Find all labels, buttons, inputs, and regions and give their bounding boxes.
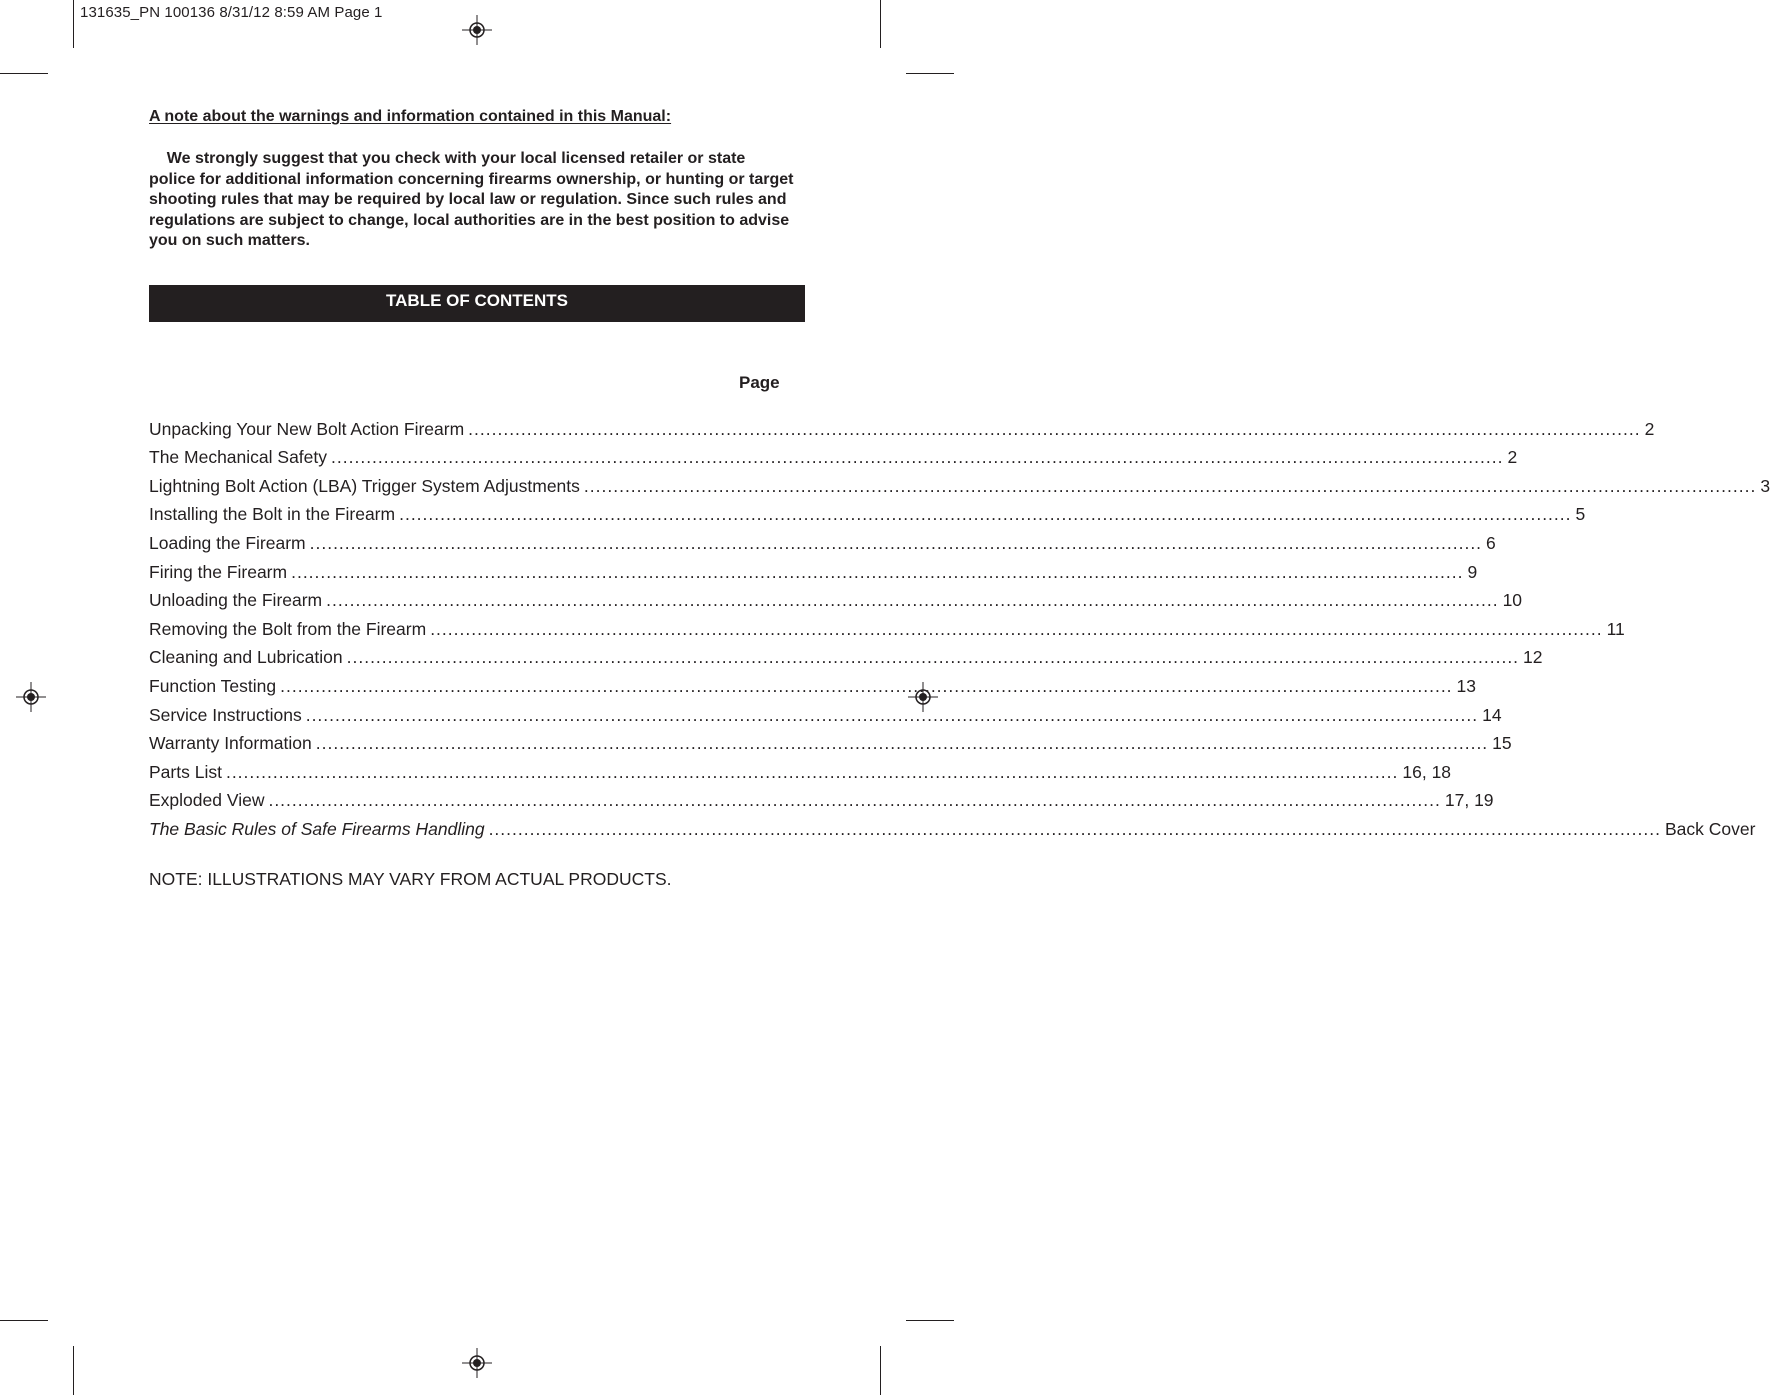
toc-entry [149,468,1770,497]
crop-mark-top-left-horizontal [0,73,48,74]
registration-mark-left-icon [16,682,46,712]
toc-leader-dots: ........................................................................................................................................................................................................ [346,647,1520,668]
note-body [149,149,794,252]
toc-entry [149,668,1477,697]
toc-entry-page: 16, 18 [1402,761,1452,782]
toc-entry-title: Cleaning and Lubrication [149,647,343,668]
toc-leader-dots: ........................................................................................................................................................................................................ [268,790,1441,811]
print-slug-line: 131635_PN 100136 8/31/12 8:59 AM Page 1 [80,4,383,21]
note-body-text: We strongly suggest that you check with your local licensed retailer or state police for additional information concerning firearms ownership, or hunting or target shooting rules that may be required by local law or regulation. Since such rules and regulations are subject to change, local authorities are in the best position to advise you on such matters. [149,150,794,249]
crop-mark-bottom-left-horizontal [0,1320,48,1321]
toc-entry-title: Removing the Bolt from the Firearm [149,618,427,639]
toc-entry [149,754,1452,783]
toc-entry-title: The Mechanical Safety [149,447,328,468]
illustrations-note: NOTE: ILLUSTRATIONS MAY VARY FROM ACTUAL PRODUCTS. [149,869,672,889]
registration-mark-top-icon [462,15,492,45]
toc-entry [149,440,1518,469]
toc-entry-page: 2 [1507,447,1518,468]
toc-entry [149,583,1523,612]
registration-mark-bottom-icon [462,1348,492,1378]
toc-entry [149,611,1625,640]
toc-entry [149,640,1543,669]
toc-entry-page: 12 [1523,647,1543,668]
toc-entry [149,525,1496,554]
toc-entry-title: Loading the Firearm [149,532,306,553]
toc-leader-dots: ........................................................................................................................................................................................................ [399,504,1572,525]
toc-leader-dots: ........................................................................................................................................................................................................ [309,532,1483,553]
toc-leader-dots: ........................................................................................................................................................................................................ [280,675,1453,696]
toc-leader-dots: ........................................................................................................................................................................................................ [326,590,1499,611]
toc-entry-page: 11 [1606,618,1625,639]
toc-entry-title: Service Instructions [149,704,302,725]
toc-entry-title: Parts List [149,761,222,782]
toc-leader-dots: ........................................................................................................................................................................................................ [291,561,1464,582]
toc-banner: TABLE OF CONTENTS [149,285,805,322]
toc-entry-page: 3 [1760,475,1770,496]
toc-leader-dots: ........................................................................................................................................................................................................ [430,618,1603,639]
toc-entry [149,411,1655,440]
toc-entry-page: 5 [1575,504,1586,525]
toc-entry-title: Installing the Bolt in the Firearm [149,504,396,525]
crop-mark-bottom-left-vertical [73,1346,74,1395]
crop-mark-bottom-right-horizontal [906,1320,954,1321]
toc-list [149,411,1770,840]
toc-leader-dots: ........................................................................................................................................................................................................ [583,475,1757,496]
toc-entry-page: 2 [1644,418,1655,439]
toc-entry-title: The Basic Rules of Safe Firearms Handling [149,818,485,839]
toc-entry [149,497,1586,526]
crop-mark-top-right-vertical [880,0,881,48]
toc-entry-page: 14 [1482,704,1502,725]
toc-entry-page: 6 [1486,532,1496,553]
crop-mark-top-right-horizontal [906,73,954,74]
toc-entry-page: 17, 19 [1444,790,1494,811]
toc-entry-title: Exploded View [149,790,265,811]
toc-entry [149,697,1502,726]
toc-entry-title: Function Testing [149,675,277,696]
toc-entry-page: Back Cover [1664,818,1756,839]
toc-entry-title: Unpacking Your New Bolt Action Firearm [149,418,465,439]
toc-entry [149,783,1494,812]
toc-leader-dots: ........................................................................................................................................................................................................ [331,447,1504,468]
toc-page-column-heading: Page [739,373,780,392]
toc-entry [149,726,1512,755]
toc-leader-dots: ........................................................................................................................................................................................................ [488,818,1661,839]
toc-entry [149,554,1478,583]
toc-leader-dots: ........................................................................................................................................................................................................ [468,418,1641,439]
toc-entry-title: Firing the Firearm [149,561,288,582]
toc-leader-dots: ........................................................................................................................................................................................................ [225,761,1399,782]
toc-entry-page: 10 [1502,590,1523,611]
toc-entry-page: 13 [1456,675,1477,696]
toc-entry [149,811,1756,840]
toc-entry-title: Warranty Information [149,733,312,754]
toc-entry-title: Unloading the Firearm [149,590,323,611]
toc-entry-page: 15 [1492,733,1512,754]
toc-entry-title: Lightning Bolt Action (LBA) Trigger System Adjustments [149,475,580,496]
toc-leader-dots: ........................................................................................................................................................................................................ [305,704,1479,725]
toc-leader-dots: ........................................................................................................................................................................................................ [315,733,1489,754]
crop-mark-bottom-right-vertical [880,1346,881,1395]
note-heading: A note about the warnings and information contained in this Manual: [149,108,672,125]
crop-mark-top-left-vertical [73,0,74,48]
toc-entry-page: 9 [1467,561,1478,582]
